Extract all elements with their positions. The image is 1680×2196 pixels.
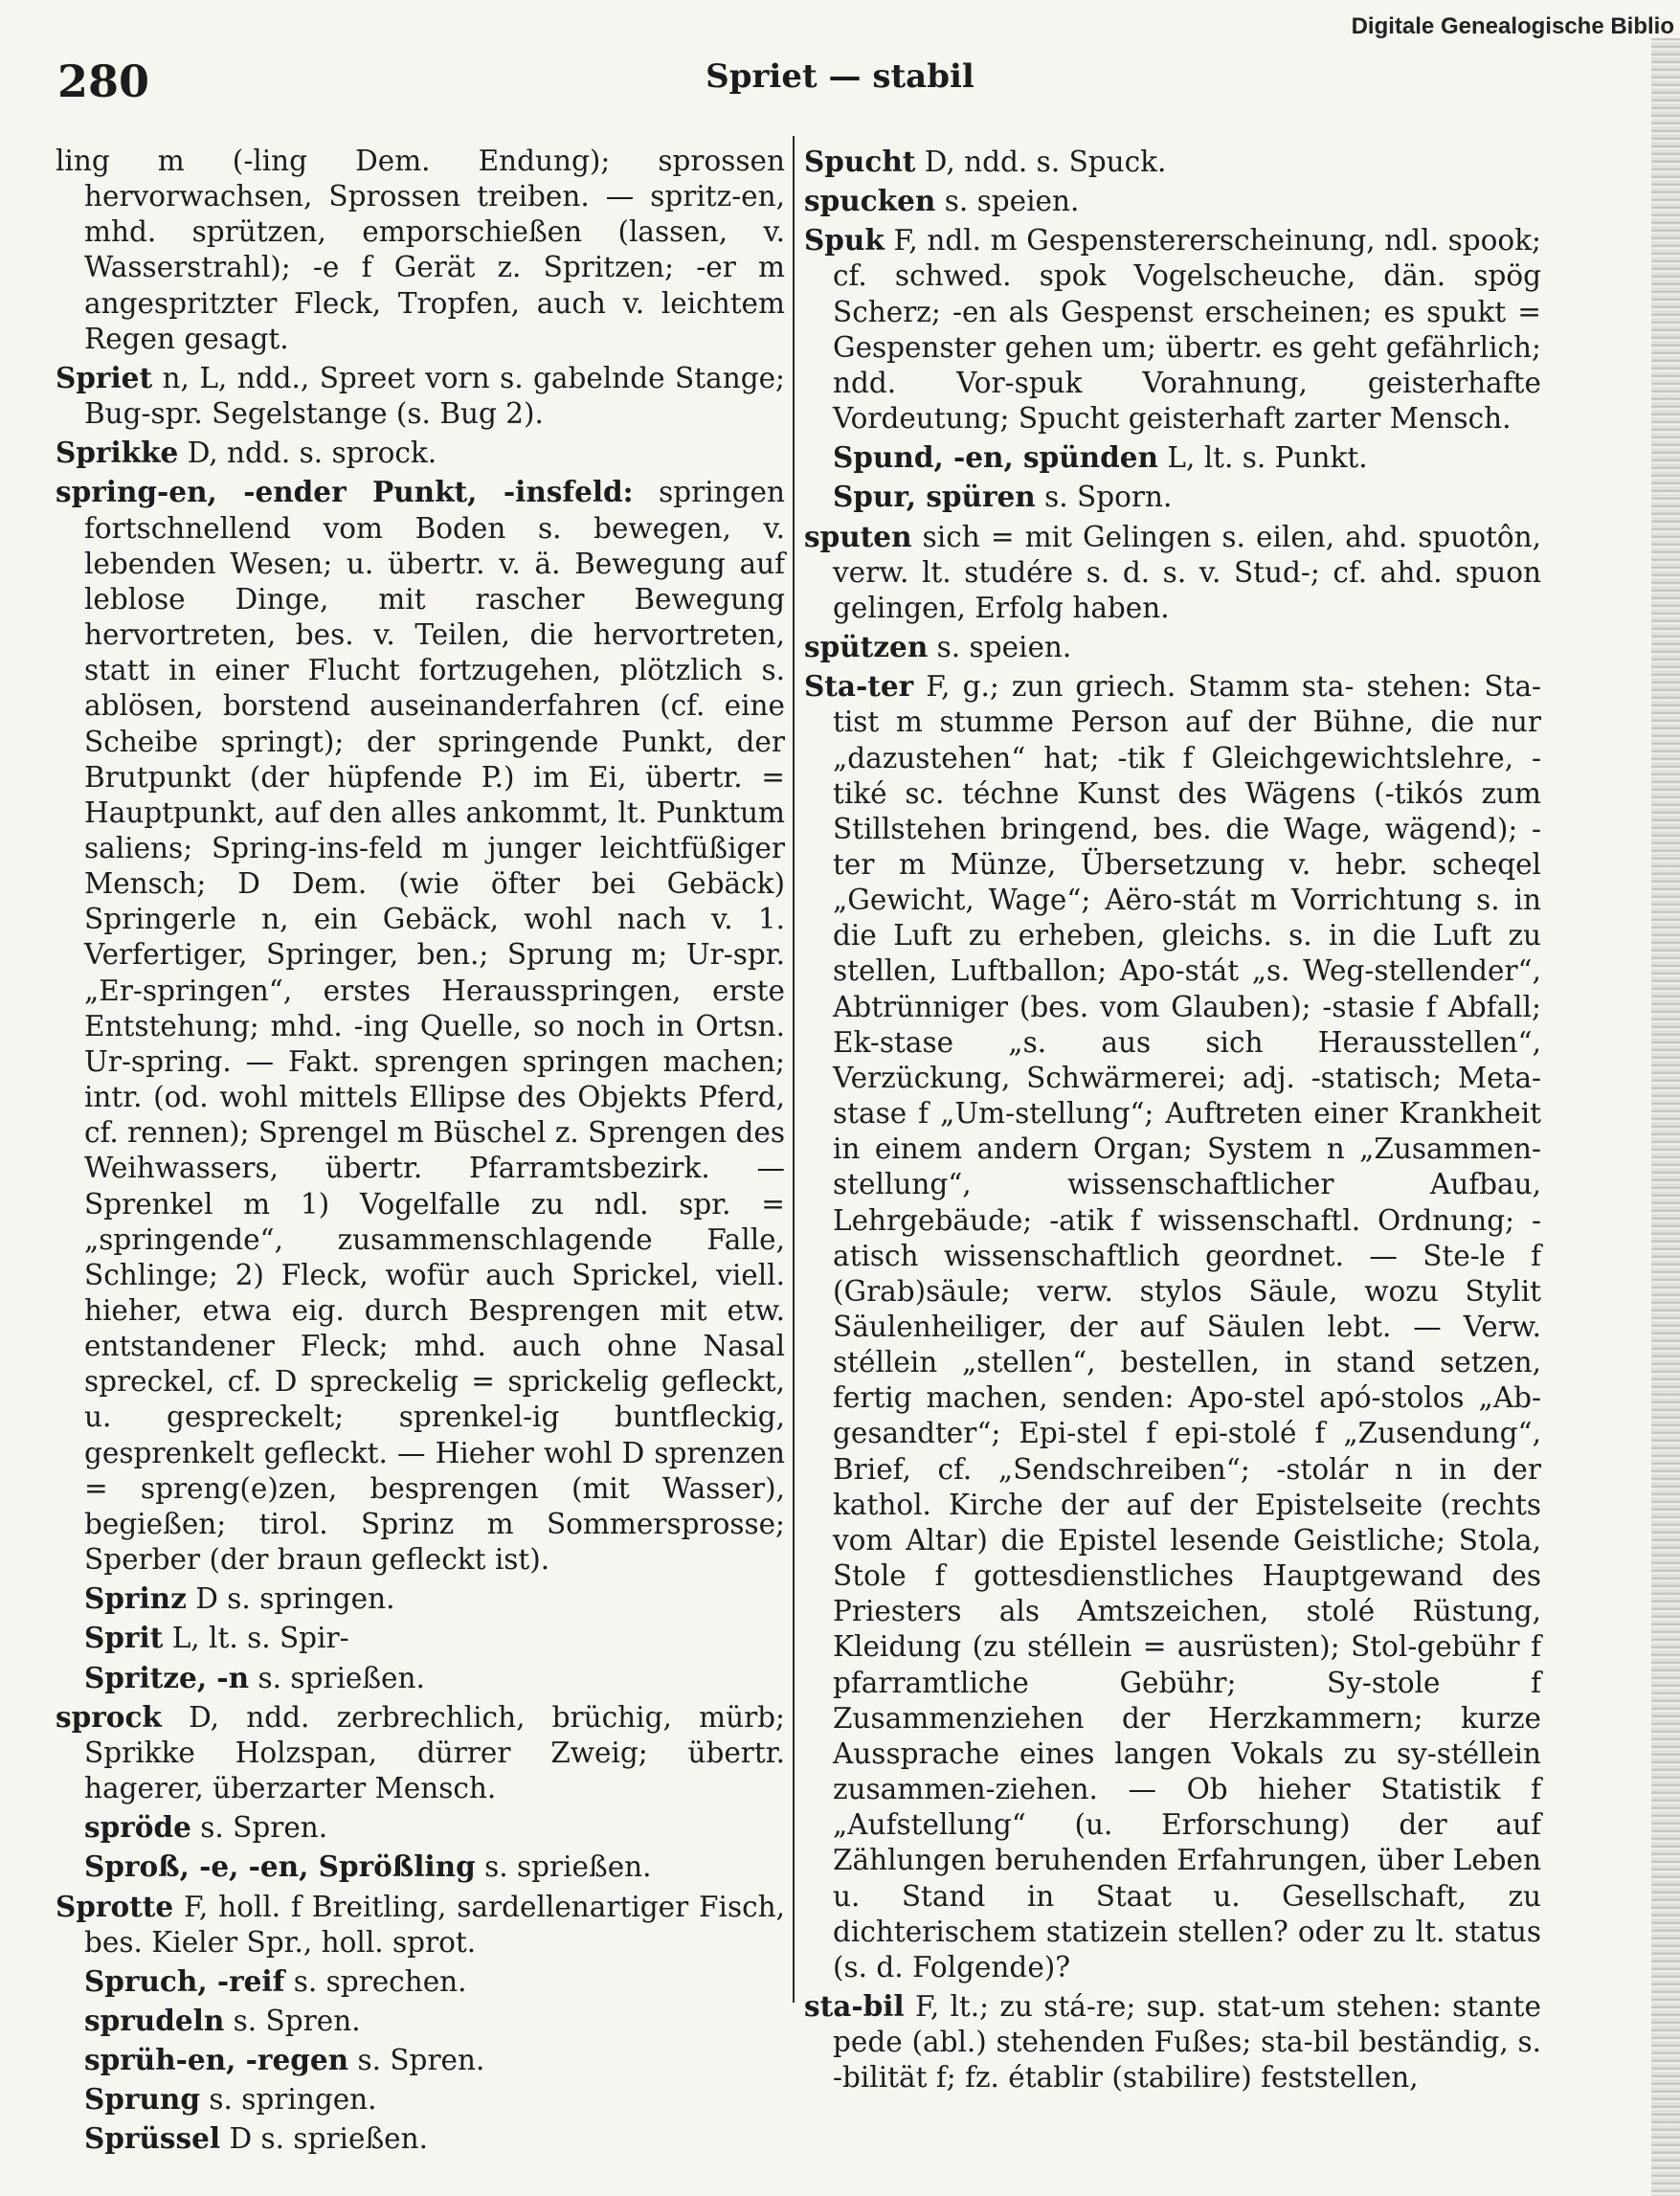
- entry-definition: D, ndd. s. Spuck.: [915, 146, 1167, 178]
- dictionary-entry: [56, 1889, 785, 1961]
- entry-definition: F, lt.; zu stá-re; sup. stat-um stehen: stante pede (abl.) stehenden Fußes; sta-bil beständig, s. -bilität f; fz. établir (stabilire) feststellen,: [833, 1989, 1541, 2095]
- dictionary-entry: [56, 1660, 785, 1696]
- entry-headword: Sprung: [84, 2082, 200, 2117]
- entry-definition: D, ndd. zerbrechlich, brüchig, mürb; Sprikke Holzspan, dürrer Zweig; übertr. hagerer, überzarter Mensch.: [84, 1700, 785, 1805]
- dictionary-entry: [56, 144, 785, 357]
- dictionary-entry: [56, 2120, 785, 2157]
- dictionary-entry: [56, 1809, 785, 1846]
- dictionary-entry: [56, 1849, 785, 1885]
- entry-headword: Sprit: [84, 1621, 164, 1655]
- dictionary-entry: [56, 2003, 785, 2039]
- left-column: [56, 144, 785, 2161]
- dictionary-entry: [804, 222, 1541, 437]
- entry-headword: Spruch, -reif: [84, 1963, 285, 1998]
- entry-definition: springen fortschnellend vom Boden s. bewegen, v. lebenden Wesen; u. übertr. v. ä. Bewegung auf leblose Dinge, mit rascher Bewegung hervortreten, bes. v. Teilen, die hervortreten, statt in einer Flucht fortzugehen, plötzlich s. ablösen, borstend auseinanderfahren (cf. eine Scheibe springt); der springende Punkt, der Brutpunkt (der hüpfende P.) im Ei, übertr. = Hauptpunkt, auf den alles ankommt, lt. Punktum saliens; Spring-ins-feld m junger leichtfüßiger Mensch; D Dem. (wie öfter bei Gebäck) Springerle n, ein Gebäck, wohl nach v. 1. Verfertiger, Springer, ben.; Sprung m; Ur-spr. „Er-springen“, erstes Herausspringen, erste Entstehung; mhd. -ing Quelle, so noch in Ortsn. Ur-spring. — Fakt. sprengen springen machen; intr. (od. wohl mittels Ellipse des Objekts Pferd, cf. rennen); Sprengel m Büschel z. Sprengen des Weihwassers, übertr. Pfarramtsbezirk. — Sprenkel m 1) Vogelfalle zu ndl. spr. = „springende“, zusammenschlagende Falle, Schlinge; 2) Fleck, wofür auch Sprickel, viell. hieher, etwa eig. durch Besprengen mit etw. entstandener Fleck; mhd. auch ohne Nasal spreckel, cf. D spreckelig = sprickelig gefleckt, u. gespreckelt; sprenkel-ig buntfleckig, gesprenkelt gefleckt. — Hieher wohl D sprenzen = spreng(e)zen, besprengen (mit Wasser), begießen; tirol. Sprinz m Sommersprosse; Sperber (der braun gefleckt ist).: [84, 476, 785, 1577]
- entry-definition: n, L, ndd., Spreet vorn s. gabelnde Stange; Bug-spr. Segelstange (s. Bug 2).: [84, 361, 785, 431]
- dictionary-entry: [56, 1699, 785, 1806]
- entry-definition: D s. springen.: [186, 1582, 395, 1616]
- entry-headword: Spritze, -n: [84, 1660, 250, 1694]
- dictionary-entry: [56, 2081, 785, 2118]
- dictionary-entry: [804, 1988, 1541, 2095]
- dictionary-entry: [56, 1620, 785, 1656]
- entry-definition: ling m (-ling Dem. Endung); sprossen hervorwachsen, Sprossen treiben. — spritz-en, mhd. sprützen, emporschießen (lassen, v. Wasserstrahl); -e f Gerät z. Spritzen; -er m angespritzter Fleck, Tropfen, auch v. leichtem Regen gesagt.: [56, 145, 785, 355]
- entry-headword: Sprüssel: [84, 2121, 221, 2156]
- entry-headword: Spund, -en, spünden: [833, 440, 1158, 475]
- entry-headword: Sta-ter: [804, 669, 914, 704]
- entry-definition: L, lt. s. Punkt.: [1157, 441, 1368, 475]
- entry-headword: sprock: [56, 1699, 162, 1734]
- dictionary-entry: [804, 668, 1541, 1985]
- entry-headword: spring-en, -ender Punkt, -insfeld:: [56, 475, 634, 509]
- entry-headword: spröde: [84, 1810, 191, 1845]
- entry-definition: s. Spren.: [348, 2044, 485, 2077]
- dictionary-entry: [56, 2042, 785, 2078]
- entry-definition: s. Sporn.: [1035, 481, 1173, 514]
- dictionary-entry: [56, 435, 785, 471]
- entry-headword: spucken: [804, 184, 936, 218]
- entry-definition: L, lt. s. Spir-: [163, 1622, 349, 1655]
- entry-headword: Spur, spüren: [833, 480, 1036, 514]
- entry-headword: sprüh-en, -regen: [84, 2043, 349, 2077]
- dictionary-entry: [804, 183, 1541, 219]
- dictionary-entry: [804, 479, 1541, 515]
- library-watermark: Digitale Genealogische Biblio: [1351, 13, 1674, 39]
- dictionary-entry: [804, 144, 1541, 180]
- entry-definition: s. springen.: [200, 2083, 377, 2117]
- entry-headword: Sprinz: [84, 1581, 187, 1616]
- dictionary-entry: [56, 1580, 785, 1617]
- entry-headword: spützen: [804, 630, 929, 664]
- entry-definition: s. speien.: [935, 185, 1080, 218]
- dictionary-entry: [804, 519, 1541, 626]
- page-binding-edge: [1651, 38, 1680, 2196]
- dictionary-entry: [56, 474, 785, 1578]
- right-column: [804, 144, 1541, 2098]
- page-number: 280: [57, 56, 150, 107]
- entry-definition: F, g.; zun griech. Stamm sta- stehen: Sta-tist m stumme Person auf der Bühne, die nur „dazustehen“ hat; -tik f Gleichgewichtslehre, -tiké sc. téchne Kunst des Wägens (-tikós zum Stillstehen bringend, bes. die Wage, wägend); -ter m Münze, Übersetzung v. hebr. scheqel „Gewicht, Wage“; Aëro-stát m Vorrichtung s. in die Luft zu erheben, gleichs. s. in die Luft zu stellen, Luftballon; Apo-stát „s. Weg-stellender“, Abtrünniger (bes. vom Glauben); -stasie f Abfall; Ek-stase „s. aus sich Herausstellen“, Verzückung, Schwärmerei; adj. -statisch; Meta-stase f „Um-stellung“; Auftreten einer Krankheit in einem andern Organ; System n „Zusammen-stellung“, wissenschaftlicher Aufbau, Lehrgebäude; -atik f wissenschaftl. Ordnung; -atisch wissenschaftlich geordnet. — Ste-le f (Grab)säule; verw. stylos Säule, wozu Stylit Säulenheiliger, der auf Säulen lebt. — Verw. stéllein „stellen“, bestellen, in stand setzen, fertig machen, senden: Apo-stel apó-stolos „Ab-gesandter“; Epi-stel f epi-stolé f „Zusendung“, Brief, cf. „Sendschreiben“; -stolár n in der kathol. Kirche der auf der Epistelseite (rechts vom Altar) die Epistel lesende Geistliche; Stola, Stole f gottesdienstliches Hauptgewand des Priesters als Amtszeichen, stolé Rüstung, Kleidung (zu stéllein = ausrüsten); Stol-gebühr f pfarramtliche Gebühr; Sy-stole f Zusammenziehen der Herzkammern; kurze Aussprache eines langen Vokals zu sy-stéllein zusammen-ziehen. — Ob hieher Statistik f „Aufstellung“ (u. Erforschung) der auf Zählungen beruhenden Erfahrungen, über Leben u. Stand in Staat u. Gesellschaft, zu dichterischem statizein stellen? oder zu lt. status (s. d. Folgende)?: [833, 670, 1541, 1983]
- entry-headword: Sprikke: [56, 436, 179, 470]
- entry-headword: sputen: [804, 519, 912, 553]
- dictionary-entry: [56, 360, 785, 432]
- entry-definition: s. sprießen.: [249, 1661, 425, 1694]
- entry-definition: s. Spren.: [190, 1811, 328, 1845]
- dictionary-entry: [56, 1963, 785, 2000]
- entry-definition: s. sprechen.: [284, 1964, 467, 1998]
- entry-definition: D, ndd. s. sprock.: [178, 437, 437, 470]
- entry-headword: Spuk: [804, 223, 885, 258]
- entry-headword: Sproß, -e, -en, Sprößling: [84, 1849, 476, 1884]
- entry-definition: s. sprießen.: [475, 1850, 652, 1884]
- dictionary-entry: [804, 629, 1541, 665]
- entry-headword: sprudeln: [84, 2003, 225, 2037]
- entry-definition: s. speien.: [928, 631, 1072, 664]
- running-head: Spriet — stabil: [706, 57, 974, 96]
- entry-headword: Spucht: [804, 145, 916, 178]
- entry-headword: sta-bil: [804, 1988, 905, 2023]
- entry-definition: sich = mit Gelingen s. eilen, ahd. spuotôn, verw. lt. studére s. d. s. v. Stud-; cf. ahd. spuon gelingen, Erfolg haben.: [833, 520, 1541, 624]
- entry-definition: F, ndl. m Gespenstererscheinung, ndl. spook; cf. schwed. spok Vogelscheuche, dän. spög Scherz; -en als Gespenst erscheinen; es spukt = Gespenster gehen um; übertr. es geht gefährlich; ndd. Vor-spuk Vorahnung, geisterhafte Vordeutung; Spucht geisterhaft zarter Mensch.: [833, 224, 1541, 436]
- entry-definition: F, holl. f Breitling, sardellenartiger Fisch, bes. Kieler Spr., holl. sprot.: [84, 1890, 785, 1959]
- entry-headword: Sprotte: [56, 1889, 174, 1923]
- entry-definition: D s. sprießen.: [220, 2122, 428, 2156]
- entry-definition: s. Spren.: [224, 2004, 361, 2037]
- entry-headword: Spriet: [56, 360, 153, 394]
- column-divider: [793, 136, 795, 2003]
- dictionary-entry: [804, 439, 1541, 476]
